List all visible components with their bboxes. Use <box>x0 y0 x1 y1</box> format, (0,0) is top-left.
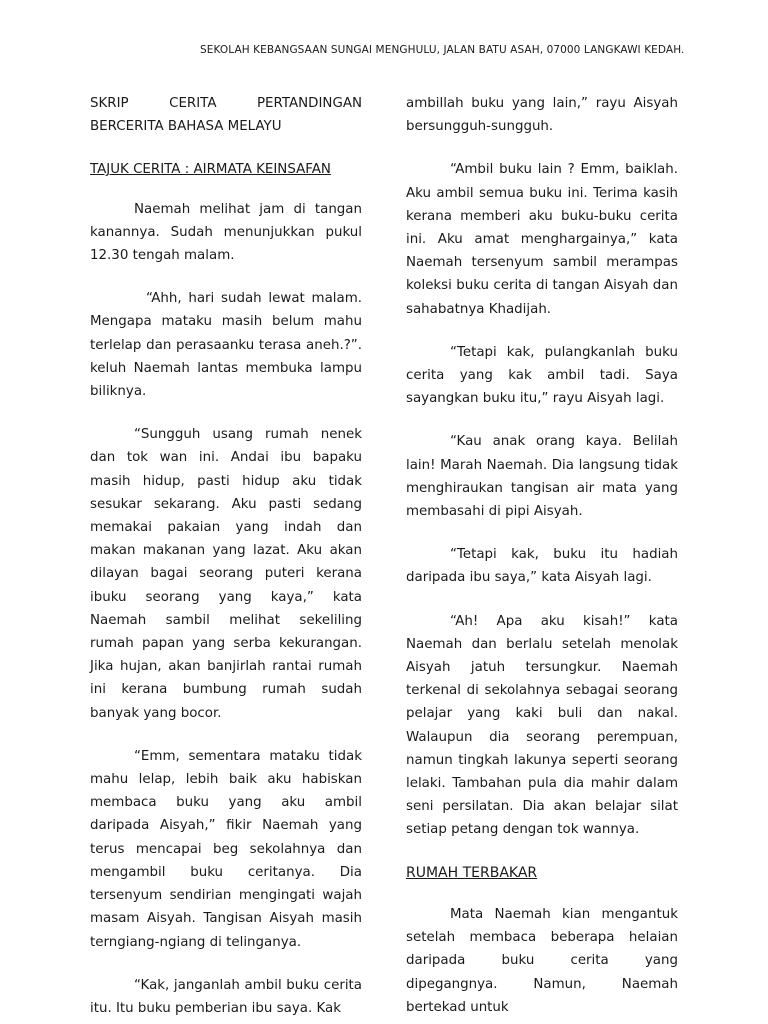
script-title-line-1: SKRIP CERITA PERTANDINGAN <box>90 96 362 111</box>
story-paragraph: “Sungguh usang rumah nenek dan tok wan ini. Andai ibu bapaku masih hidup, pasti hidup aku tidak sesukar sekarang. Aku pasti sedang memakai pakaian yang indah dan makan makanan yang lazat. Aku akan dilayan bagai seorang puteri kerana ibuku seorang yang kaya,” kata Naemah sambil melihat sekeliling rumah papan yang serba kekurangan. Jika hujan, akan banjirlah rantai rumah ini kerana bumbung rumah sudah banyak yang bocor. <box>90 427 362 721</box>
story-paragraph: “Ambil buku lain ? Emm, baiklah. Aku ambil semua buku ini. Terima kasih kerana memberi aku buku-buku cerita ini. Aku amat menghargainya,” kata Naemah tersenyum sambil merampas koleksi buku cerita di tangan Aisyah dan sahabatnya Khadijah. <box>406 162 678 317</box>
story-paragraph: “Tetapi kak, buku itu hadiah daripada ibu saya,” kata Aisyah lagi. <box>406 547 678 586</box>
right-column <box>406 92 678 1019</box>
story-paragraph: “Ah! Apa aku kisah!” kata Naemah dan berlalu setelah menolak Aisyah jatuh tersungkur. Naemah terkenal di sekolahnya sebagai seorang pelajar yang kaki buli dan nakal. Walaupun dia seorang perempuan, namun tingkah lakunya seperti seorang lelaki. Tambahan pula dia mahir dalam seni persilatan. Dia akan belajar silat setiap petang dengan tok wannya. <box>406 613 678 838</box>
school-header: SEKOLAH KEBANGSAAN SUNGAI MENGHULU, JALAN BATU ASAH, 07000 LANGKAWI KEDAH. <box>200 44 685 56</box>
story-paragraph: “Ahh, hari sudah lewat malam. Mengapa mataku masih belum mahu terlelap dan perasaanku terasa aneh.?”. keluh Naemah lantas membuka lampu biliknya. <box>90 291 362 400</box>
script-title <box>90 92 362 138</box>
story-paragraph: ambillah buku yang lain,” rayu Aisyah bersungguh-sungguh. <box>406 96 678 135</box>
story-paragraph: Naemah melihat jam di tangan kanannya. Sudah menunjukkan pukul 12.30 tengah malam. <box>90 201 362 264</box>
story-title: TAJUK CERITA : AIRMATA KEINSAFAN <box>90 162 331 178</box>
story-paragraph: “Tetapi kak, pulangkanlah buku cerita yang kak ambil tadi. Saya sayangkan buku itu,” rayu Aisyah lagi. <box>406 344 678 407</box>
story-paragraph: Mata Naemah kian mengantuk setelah membaca beberapa helaian daripada buku cerita yang dipegangnya. Namun, Naemah bertekad untuk <box>406 906 678 1015</box>
script-title-line-2: BERCERITA BAHASA MELAYU <box>90 119 282 135</box>
story-paragraph: “Kau anak orang kaya. Belilah lain! Marah Naemah. Dia langsung tidak menghiraukan tangisan air mata yang membasahi di pipi Aisyah. <box>406 434 678 520</box>
section-heading: RUMAH TERBAKAR <box>406 864 538 881</box>
story-paragraph: “Kak, janganlah ambil buku cerita itu. Itu buku pemberian ibu saya. Kak <box>90 977 362 1016</box>
story-paragraph: “Emm, sementara mataku tidak mahu lelap, lebih baik aku habiskan membaca buku yang aku ambil daripada Aisyah,” fikir Naemah yang terus mencapai beg sekolahnya dan mengambil buku ceritanya. Dia tersenyum sendirian mengingati wajah masam Aisyah. Tangisan Aisyah masih terngiang-ngiang di telinganya. <box>90 748 362 950</box>
left-column <box>90 92 362 1020</box>
